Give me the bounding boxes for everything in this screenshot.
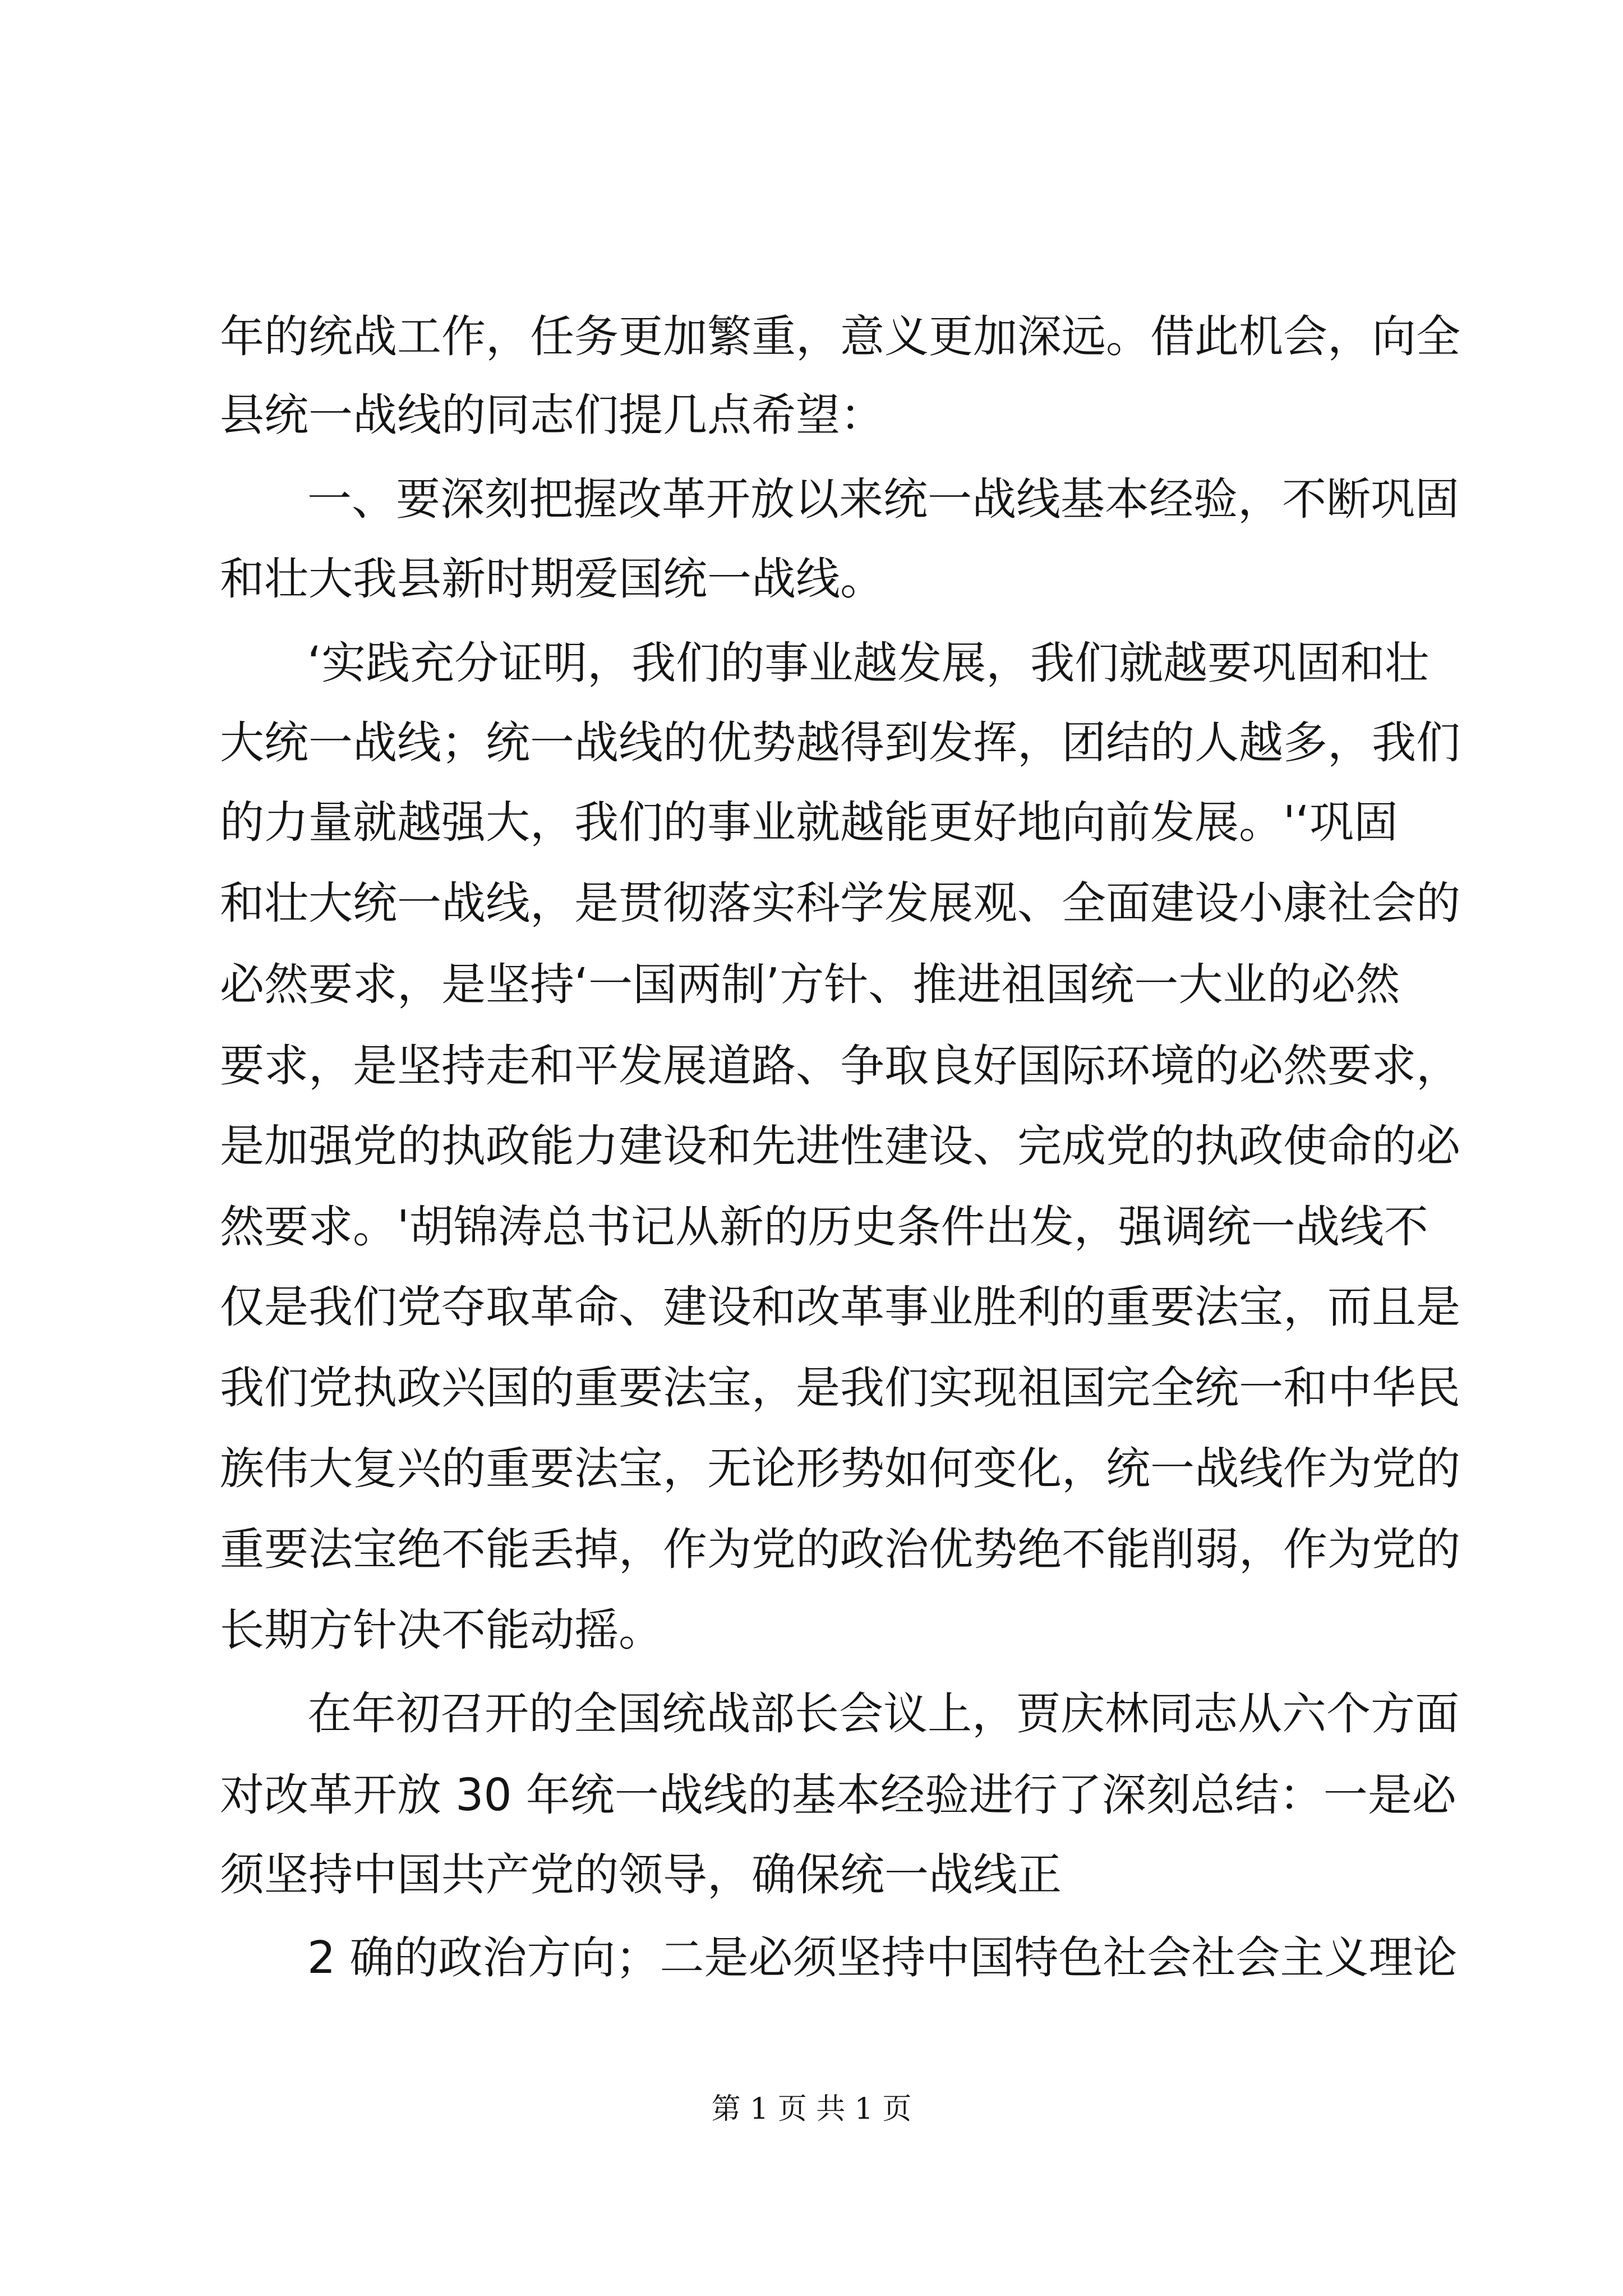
text-line: 大统一战线；统一战线的优势越得到发挥，团结的人越多，我们	[220, 717, 1460, 769]
text-line: 然要求。'胡锦涛总书记从新的历史条件出发，强调统一战线不	[220, 1201, 1428, 1253]
text-line: 是加强党的执政能力建设和先进性建设、完成党的执政使命的必	[220, 1120, 1460, 1172]
text-line: 仅是我们党夺取革命、建设和改革事业胜利的重要法宝，而且是	[220, 1281, 1460, 1333]
text-line: 县统一战线的同志们提几点希望：	[220, 389, 884, 441]
text-line: 要求，是坚持走和平发展道路、争取良好国际环境的必然要求，	[220, 1040, 1460, 1092]
text-line: 和壮大我县新时期爱国统一战线。	[220, 553, 884, 605]
text-line: 年的统战工作，任务更加繁重，意义更加深远。借此机会，向全	[220, 311, 1460, 362]
text-line: 长期方针决不能动摇。	[220, 1604, 663, 1656]
text-line: 须坚持中国共产党的领导，确保统一战线正	[220, 1849, 1062, 1901]
text-line: 和壮大统一战线，是贯彻落实科学发展观、全面建设小康社会的	[220, 877, 1460, 929]
text-line: 在年初召开的全国统战部长会议上，贾庆林同志从六个方面	[307, 1688, 1459, 1740]
text-line: 对改革开放 30 年统一战线的基本经验进行了深刻总结：一是必	[220, 1769, 1456, 1821]
text-line: 我们党执政兴国的重要法宝，是我们实现祖国完全统一和中华民	[220, 1362, 1460, 1414]
text-line: 必然要求，是坚持‘一国两制’方针、推进祖国统一大业的必然	[220, 959, 1400, 1010]
text-line: 的力量就越强大，我们的事业就越能更好地向前发展。'‘巩固	[220, 797, 1398, 848]
text-line: 族伟大复兴的重要法宝，无论形势如何变化，统一战线作为党的	[220, 1443, 1460, 1494]
page-footer: 第 1 页 共 1 页	[711, 2092, 912, 2126]
text-line: 2 确的政治方向；二是必须坚持中国特色社会社会主义理论	[307, 1932, 1458, 1984]
text-line: 一、要深刻把握改革开放以来统一战线基本经验，不断巩固	[307, 473, 1459, 525]
text-line: ‘实践充分证明，我们的事业越发展，我们就越要巩固和壮	[307, 637, 1430, 689]
text-line: 重要法宝绝不能丢掉，作为党的政治优势绝不能削弱，作为党的	[220, 1524, 1460, 1575]
